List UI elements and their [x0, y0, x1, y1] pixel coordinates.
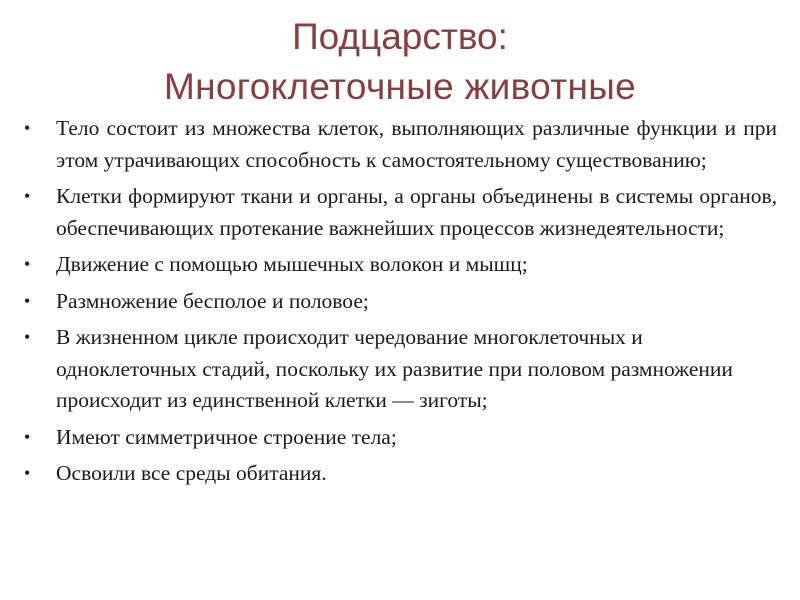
bullet-item	[22, 249, 777, 281]
bullet-dot-icon: •	[24, 254, 31, 274]
bullet-dot-icon: •	[24, 118, 31, 138]
slide-title	[0, 12, 800, 112]
bullet-list	[22, 113, 777, 495]
bullet-text: Размножение бесполое и половое;	[56, 288, 369, 313]
bullet-dot-icon: •	[24, 290, 31, 311]
bullet-dot-icon: •	[24, 426, 31, 447]
bullet-item	[22, 322, 777, 417]
bullet-text: Тело состоит из множества клеток, выполняющих различные функции и при этом утрачивающих способность к самостоятельному существованию;	[56, 116, 777, 172]
bullet-text: Клетки формируют ткани и органы, а органы объединены в системы органов, обеспечивающих протекание важнейших процессов жизнедеятельности;	[56, 184, 777, 240]
bullet-text: Движение с помощью мышечных волокон и мышц;	[56, 252, 528, 276]
bullet-item	[22, 286, 777, 318]
bullet-item	[22, 458, 777, 490]
title-line-1: Подцарство:	[292, 16, 508, 57]
bullet-item	[22, 113, 777, 176]
bullet-dot-icon: •	[24, 463, 31, 483]
bullet-item	[22, 181, 777, 244]
title-line-2: Многоклеточные животные	[164, 66, 636, 107]
bullet-text: Освоили все среды обитания.	[56, 461, 327, 485]
bullet-text: В жизненном цикле происходит чередование многоклеточных и одноклеточных стадий, поскольку их развитие при половом размножении происходит из единственной клетки — зиготы;	[56, 325, 733, 412]
bullet-dot-icon: •	[24, 186, 31, 206]
bullet-item	[22, 422, 777, 454]
bullet-text: Имеют симметричное строение тела;	[56, 424, 397, 449]
bullet-dot-icon: •	[24, 327, 31, 347]
